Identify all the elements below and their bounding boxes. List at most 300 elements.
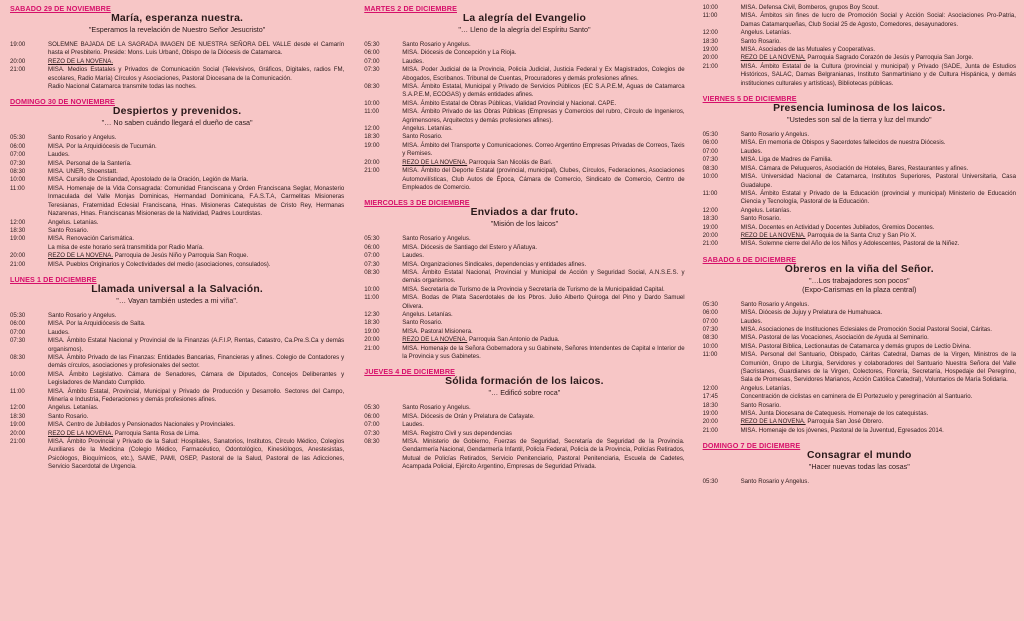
schedule-time: 20:00 [10, 57, 26, 65]
schedule-time: 08:30 [364, 268, 380, 276]
schedule-row [10, 430, 344, 438]
schedule-row [10, 337, 344, 354]
schedule-description: MISA. Ámbito Estatal y Privado de la Educación (provincial y municipal) Ministerio de Educación Ciencia y Tecnología, Pastoral de la Educación. [740, 189, 1016, 206]
schedule-row [703, 207, 1016, 215]
schedule-row [10, 66, 344, 83]
day-subtitle: "Misión de los laicos" [490, 219, 559, 229]
schedule-time: 19:00 [702, 223, 718, 231]
schedule-row [703, 402, 1016, 410]
schedule-time: 20:00 [10, 429, 26, 437]
schedule-description [741, 232, 1016, 240]
novena-label: REZO DE LA NOVENA. [740, 231, 806, 239]
schedule-description: Laudes. [48, 151, 70, 159]
schedule-description: MISA. Ámbito del Deporte Estatal (provincial, municipal), Clubes, Círculos, Federaciones, Asociaciones Automovilísticas, Club Autos de Época, Cámara de Comercio, Sindicato de Comercio, Centro de Empleados de Comercio. [402, 167, 685, 191]
schedule-row [10, 227, 344, 235]
schedule-time: 11:00 [702, 351, 718, 359]
schedule-description: Concentración de ciclistas en caminera de El Portezuelo y peregrinación al Santuario. [740, 393, 973, 401]
day-heading: MIERCOLES 3 DE DICIEMBRE [364, 198, 470, 208]
schedule-time: 11:00 [702, 189, 718, 197]
schedule-description: MISA. Ámbito Estatal, Provincial, Municipal y Privado de Producción y Desarrollo. Sectores del Campo, Minería e Industria, Federaciones y demás profesiones afines. [48, 387, 345, 403]
novena-label: REZO DE LA NOVENA. [402, 158, 468, 166]
novena-label: REZO DE LA NOVENA. [48, 252, 114, 260]
schedule-description: Santo Rosario. [48, 226, 89, 234]
schedule-time: 20:00 [10, 252, 26, 260]
schedule-description: Santo Rosario y Angelus. [740, 131, 810, 139]
novena-parish: Parroquia San José Obrero. [805, 418, 884, 426]
schedule-time: 07:00 [10, 328, 26, 336]
schedule-description: Santo Rosario. [402, 133, 443, 141]
schedule-row [364, 438, 684, 472]
schedule-row [364, 83, 684, 100]
schedule-time: 12:00 [10, 404, 26, 412]
day-heading: VIERNES 5 DE DICIEMBRE [702, 94, 797, 104]
schedule-description: Santo Rosario y Angelus. [402, 235, 471, 243]
schedule-description: MISA. Cursillo de Cristiandad, Apostolado de la Oración, Legión de María. [48, 176, 249, 184]
schedule-time: 18:30 [364, 319, 380, 327]
schedule-row [10, 421, 344, 429]
schedule-time: 12:00 [364, 125, 380, 133]
schedule-description: MISA. Diócesis de Jujuy y Prelatura de Humahuaca. [740, 309, 883, 317]
schedule-description: MISA. Ámbito Estatal Nacional, Provincial y Municipal de Acción y Seguridad Social, A.N.S.E.S. y demás organismos. [402, 268, 685, 285]
schedule-description [402, 159, 684, 167]
schedule-description [741, 418, 1016, 426]
schedule-time: 07:00 [702, 147, 718, 155]
schedule-description: MISA. Registro Civil y sus dependencias [402, 429, 512, 437]
schedule-time: 06:00 [702, 139, 718, 147]
schedule-description: MISA. Centro de Jubilados y Pensionados Nacionales y Provinciales. [48, 421, 235, 429]
schedule-time: 11:00 [10, 184, 25, 192]
schedule-row [10, 438, 344, 472]
schedule-row [703, 343, 1016, 351]
schedule-description: MISA. Asociaciones de Instituciones Eclesiales de Promoción Social Pastoral Social, Cáritas. [740, 325, 992, 333]
novena-label: REZO DE LA NOVENA. [48, 429, 114, 437]
schedule-time: 05:30 [10, 311, 26, 319]
schedule-description [402, 336, 684, 344]
schedule-row [10, 413, 344, 421]
schedule-row [703, 12, 1016, 29]
schedule-time: 21:00 [10, 260, 26, 268]
schedule-time: 08:30 [10, 168, 26, 176]
novena-label: REZO DE LA NOVENA. [48, 57, 114, 65]
schedule-time: 12:30 [364, 310, 380, 318]
schedule-description: Santo Rosario. [740, 401, 781, 409]
novena-parish: Parroquia San Nicolás de Bari. [467, 158, 553, 166]
schedule-row [703, 224, 1016, 232]
schedule-time: 20:00 [364, 158, 380, 166]
schedule-time: 18:30 [702, 37, 718, 45]
schedule-time: 20:00 [702, 418, 718, 426]
schedule-description [741, 54, 1016, 62]
day-heading: MARTES 2 DE DICIEMBRE [364, 4, 457, 13]
schedule-description: Santo Rosario y Angelus. [402, 404, 471, 412]
schedule-time: 08:30 [10, 353, 26, 361]
schedule-row [364, 235, 684, 243]
day-theme: Enviados a dar fruto. [470, 207, 579, 219]
schedule-row [703, 385, 1016, 393]
schedule-row [10, 404, 344, 412]
schedule-description: MISA. Personal de la Santería. [48, 159, 132, 167]
schedule-row [703, 309, 1016, 317]
novena-parish: Parroquia de Jesús Niño y Parroquia San Roque. [113, 252, 249, 260]
day-theme: Despiertos y prevenidos. [112, 106, 242, 118]
schedule-row [10, 176, 344, 184]
day-heading: DOMINGO 7 DE DICIEMBRE [702, 441, 801, 451]
schedule-description: Angelus. Letanías. [402, 310, 453, 318]
schedule-row [703, 165, 1016, 173]
schedule-row [10, 219, 344, 227]
schedule-description: MISA. UNER, Shoenstatt. [48, 168, 118, 176]
schedule-time: 18:30 [10, 226, 26, 234]
schedule-description: Laudes. [740, 147, 763, 155]
schedule-row [10, 354, 344, 371]
day-subtitle: "… Vayan también ustedes a mi viña". [116, 295, 238, 305]
schedule-description: Angelus. Letanías. [740, 206, 792, 214]
schedule-time: 11:00 [364, 108, 380, 116]
schedule-time: 12:00 [702, 384, 718, 392]
schedule-row [703, 54, 1016, 62]
schedule-row [364, 125, 684, 133]
schedule-row [703, 334, 1016, 342]
novena-parish: Parroquia Sagrado Corazón de Jesús y Parroquia San Jorge. [805, 54, 974, 62]
schedule-time: 05:30 [364, 235, 380, 243]
schedule-time: 08:30 [702, 164, 718, 172]
schedule-time: 18:30 [10, 412, 26, 420]
schedule-row [10, 312, 344, 320]
schedule-row [10, 329, 344, 337]
schedule-description: Angelus. Letanías. [48, 404, 99, 412]
schedule-time: 07:00 [702, 317, 718, 325]
schedule-time: 07:30 [10, 337, 26, 345]
schedule-description: MISA. Renovación Carismática. [48, 235, 135, 243]
schedule-row [10, 168, 344, 176]
schedule-description: Laudes. [402, 421, 424, 429]
schedule-description: SOLEMNE BAJADA DE LA SAGRADA IMAGEN DE NUESTRA SEÑORA DEL VALLE desde el Camarín hasta el Presbiterio. Preside: Mons. Luis Urbanč, Obispo de la Diócesis de Catamarca. [48, 41, 345, 57]
schedule-row [364, 41, 684, 49]
schedule-description: MISA. Homenaje de la Vida Consagrada: Comunidad Franciscana y Orden Franciscana Seglar, Monasterio Inmaculada del Valle Monjas Dominicas, Hermandad Dominicana, F.A.S.T.A, Carmelitas Misioneras Teresianas, Fraternidad Eclesial Franciscana, Hnas. Misioneras Catequistas de Cristo Rey, Hermanas Nazarenas, Hnas. Franciscanas Misioneras de la Natividad, Padres Lourdistas. [48, 184, 345, 218]
schedule-row [10, 151, 344, 159]
schedule-time: 07:00 [364, 57, 380, 65]
schedule-row [364, 345, 684, 362]
schedule-description: MISA. Cámara de Peluqueros, Asociación de Hoteles, Bares, Restaurantes y afines. [740, 164, 969, 172]
schedule-time: 10:00 [364, 99, 380, 107]
schedule-time: 07:30 [702, 156, 718, 164]
schedule-time: 18:30 [702, 215, 718, 223]
schedule-description: Angelus. Letanías. [48, 218, 99, 226]
schedule-description: Laudes. [402, 252, 424, 260]
schedule-description [48, 430, 344, 438]
schedule-row [364, 269, 684, 286]
schedule-description: MISA. Ámbito del Transporte y Comunicaciones. Correo Argentino Empresas Privadas de Correos, Taxis y Remises. [402, 141, 685, 158]
schedule-row [10, 58, 344, 66]
day-subtitle: "… No saben cuándo llegará el dueño de casa" [101, 118, 253, 128]
schedule-description: MISA. Poder Judicial de la Provincia, Policía Judicial, Justicia Federal y Ex Magistrados, Colegios de Abogados, Escribanos. Tribunal de Cuentas, Procuradores y demás profesiones afines. [402, 66, 685, 82]
schedule-time: 21:00 [702, 62, 718, 70]
schedule-description: Santo Rosario. [402, 319, 443, 327]
novena-label: REZO DE LA NOVENA. [740, 54, 806, 62]
novena-label: REZO DE LA NOVENA. [740, 418, 806, 426]
schedule-description: MISA. En memoria de Obispos y Sacerdotes fallecidos de nuestra Diócesis. [740, 139, 946, 147]
schedule-description: Santo Rosario y Angelus. [740, 478, 810, 486]
schedule-time [10, 83, 48, 91]
schedule-row [703, 38, 1016, 46]
schedule-description: MISA. Liga de Madres de Familia. [740, 156, 833, 164]
schedule-time: 12:00 [702, 29, 718, 37]
day-heading: LUNES 1 DE DICIEMBRE [10, 274, 97, 284]
schedule-time: 20:00 [702, 231, 718, 239]
schedule-description: Santo Rosario y Angelus. [48, 311, 117, 319]
schedule-time: 10:00 [10, 176, 26, 184]
schedule-description: MISA. Bodas de Plata Sacerdotales de los Pbros. Julio Alberto Quiroga del Pino y Dardo Samuel Olivera. [402, 294, 685, 310]
schedule-time: 05:30 [702, 300, 718, 308]
schedule-description: MISA. Pueblos Originarios y Colectividades del medio (asociaciones, consulados). [48, 260, 271, 268]
day-theme: Consagrar el mundo [806, 450, 912, 462]
schedule-description: Laudes. [740, 317, 763, 325]
schedule-time: 06:00 [10, 320, 26, 328]
schedule-time: 06:00 [702, 309, 718, 317]
schedule-description: MISA. Diócesis de Santiago del Estero y Añatuya. [402, 243, 538, 251]
schedule-row [364, 404, 684, 412]
schedule-description: MISA. Pastoral Misionera. [402, 327, 473, 335]
schedule-time: 05:30 [364, 41, 380, 48]
schedule-time: 10:00 [702, 173, 718, 181]
schedule-description: Laudes. [48, 328, 70, 336]
schedule-row [10, 371, 344, 388]
schedule-row [703, 418, 1016, 426]
schedule-description: Santo Rosario. [740, 215, 781, 223]
schedule-description: MISA. Pastoral Bíblica, Lectionautas de Catamarca y demás grupos de Lectio Divina. [740, 342, 971, 350]
schedule-description [48, 58, 344, 66]
schedule-row [10, 261, 344, 269]
schedule-row [703, 351, 1016, 385]
day-subtitle: "Hacer nuevas todas las cosas" [808, 462, 910, 472]
column-1 [10, 4, 350, 621]
schedule-time: 06:00 [10, 142, 26, 150]
schedule-description: MISA. Ámbito Estatal de Obras Públicas, Vialidad Provincial y Nacional. CAPE. [402, 99, 617, 107]
schedule-row [703, 478, 1016, 486]
schedule-time: 11:00 [10, 387, 25, 395]
schedule-description: MISA. Homenaje de los jóvenes, Pastoral de la Juventud, Egresados 2014. [740, 426, 944, 434]
schedule-time: 07:30 [364, 66, 380, 74]
schedule-description: MISA. Ámbito Legislativo. Cámara de Senadores, Cámara de Diputados, Concejos Deliberantes y Legisladores de Mandato Cumplido. [48, 370, 345, 387]
novena-label: REZO DE LA NOVENA. [402, 336, 468, 344]
schedule-description: La misa de este horario será transmitida por Radio María. [48, 243, 204, 251]
day-subtitle: "… Lleno de la alegría del Espíritu Santo" [458, 25, 591, 34]
schedule-row [703, 63, 1016, 88]
schedule-row [364, 58, 684, 66]
schedule-time: 10:00 [364, 285, 380, 293]
schedule-time: 12:00 [10, 218, 26, 226]
novena-parish: Parroquia Santa Rosa de Lima. [113, 429, 200, 437]
schedule-row [703, 4, 1016, 12]
schedule-time: 10:00 [702, 342, 718, 350]
schedule-description: MISA. Medios Estatales y Privados de Comunicación Social (Televisivos, Gráficos, Digitales, radios FM, escolares, Radio María) Círculos y Asociaciones, Pastoral Diocesana de la Comunicación. [48, 66, 345, 82]
schedule-description: Radio Nacional Catamarca transmite todas las noches. [48, 83, 197, 91]
schedule-description: Santo Rosario. [48, 412, 89, 420]
schedule-description: MISA. Por la Arquidiócesis de Tucumán. [48, 142, 157, 150]
schedule-description: MISA. Homenaje de la Señora Gobernadora y su Gabinete, Señores Intendentes de Capital e Interior de la Provincia y sus Gabinetes. [402, 344, 685, 360]
schedule-description: MISA. Ámbito Estatal Nacional y Provincial de la Finanzas (A.F.I.P, Rentas, Catastro, Ca.Pre.S.Ca y demás organismos). [48, 337, 345, 353]
schedule-time: 20:00 [364, 336, 380, 344]
schedule-time: 07:30 [702, 325, 718, 333]
schedule-time: 21:00 [10, 66, 26, 74]
day-theme: Obreros en la viña del Señor. [784, 263, 934, 275]
day-subtitle: "Esperamos la revelación de Nuestro Señor Jesucristo" [88, 25, 266, 34]
schedule-row [10, 252, 344, 260]
schedule-row [364, 133, 684, 141]
schedule-time: 05:30 [364, 404, 380, 412]
schedule-row [703, 232, 1016, 240]
schedule-row [364, 328, 684, 336]
schedule-row [703, 393, 1016, 401]
schedule-row [703, 427, 1016, 435]
schedule-row [703, 301, 1016, 309]
schedule-row [364, 167, 684, 192]
schedule-description: MISA. Secretaría de Turismo de la Provincia y Secretaría de Turismo de la Municipalidad Capital. [402, 285, 665, 293]
schedule-description: MISA. Ámbito Provincial y Privado de la Salud: Hospitales, Sanatorios, Institutos, Círculo Médico, Colegios Auxiliares de la Medicina (Colegio Médico, Farmacéutico, Odontológico, Kinesiólogos, Anestesistas, Psicólogos, Bioquímicos, etc.), SAME, PAMI, OSEP, Pastoral de la Salud, Pastoral de las Adicciones, Servicio Sacerdotal de Urgencia. [48, 438, 345, 471]
schedule-description [48, 252, 344, 260]
schedule-row [10, 134, 344, 142]
schedule-row [364, 286, 684, 294]
schedule-description: MISA. Ámbito Estatal, Municipal y Privado de Servicios Públicos (EC S.A.P.E.M, Aguas de Catamarca S.A.P.E.M, ECOGAS) y demás entidades afines. [402, 83, 685, 99]
schedule-time: 11:00 [702, 12, 718, 20]
schedule-row [703, 173, 1016, 190]
schedule-time: 06:00 [364, 49, 380, 57]
schedule-row [364, 66, 684, 83]
schedule-description: MISA. Personal del Santuario, Obispado, Cáritas Catedral, Damas de la Virgen, Ministros de la Comunión, Grupo de Liturgia, Servidores y colaboradores del Santuario Nuestra Señora del Valle (Sacristanes, Guardianes de la Virgen, Colectores, Florería, Secretaría, Hospedaje del Peregrino, Sala de Promesas, Servidores Marianos, Acción Católica Catedral), Voluntarios de María Solidaria. [740, 351, 1016, 384]
schedule-row [364, 108, 684, 125]
schedule-row [364, 159, 684, 167]
schedule-row [703, 148, 1016, 156]
schedule-row [364, 421, 684, 429]
day-theme: María, esperanza nuestra. [111, 13, 244, 24]
schedule-time: 20:00 [702, 54, 718, 62]
schedule-time: 12:00 [702, 206, 718, 214]
schedule-row [364, 311, 684, 319]
schedule-time: 21:00 [364, 344, 380, 352]
column-2 [350, 4, 690, 621]
schedule-row [703, 29, 1016, 37]
schedule-description: Santo Rosario y Angelus. [402, 41, 471, 48]
schedule-row [364, 430, 684, 438]
schedule-row [364, 336, 684, 344]
schedule-row [10, 388, 344, 405]
day-heading: JUEVES 4 DE DICIEMBRE [364, 367, 456, 377]
schedule-time: 07:30 [10, 159, 26, 167]
schedule-row [703, 139, 1016, 147]
column-3 [691, 4, 1016, 621]
schedule-row [10, 185, 344, 219]
schedule-time: 08:30 [364, 83, 380, 91]
schedule-time: 07:00 [364, 252, 380, 260]
schedule-description: Laudes. [402, 57, 424, 65]
schedule-row [10, 143, 344, 151]
schedule-row [364, 294, 684, 311]
schedule-time: 06:00 [364, 412, 380, 420]
schedule-description: MISA. Ámbito Estatal de la Cultura (provincial y municipal) y Privado (SADE, Junta de Estudios Históricos, SALAC, Damas Belgranianas, Instituto Sanmartiniano y de Cultura Hispánica, y demás instituciones culturales y artísticas), Bibliotecas públicas. [740, 62, 1016, 87]
schedule-row [364, 261, 684, 269]
day-heading: SABADO 6 DE DICIEMBRE [702, 254, 797, 264]
schedule-description: MISA. Ámbito Privado de las Finanzas: Entidades Bancarias, Financieras y afines. Colegio de Contadores y demás círculos, asociaciones y profesionales del sector. [48, 353, 345, 370]
schedule-description: MISA. Junta Diocesana de Catequesis. Homenaje de los catequistas. [740, 410, 929, 418]
novena-parish: Parroquia de la Santa Cruz y San Pío X. [805, 231, 917, 239]
novena-parish: Parroquia San Antonio de Padua. [467, 336, 560, 344]
schedule-row [10, 41, 344, 58]
schedule-row [703, 131, 1016, 139]
schedule-time: 19:00 [364, 141, 380, 149]
day-theme: Sólida formación de los laicos. [445, 376, 604, 388]
schedule-row [10, 235, 344, 243]
schedule-row [364, 100, 684, 108]
schedule-description: MISA. Ministerio de Gobierno, Fuerzas de Seguridad, Secretaría de Seguridad de la Provincia. Gendarmería Nacional, Gendarmería Infantil, Policía Federal, Policía de la Provincia, Policías Retirados, Mutual de Policías Retirados, Servicio Penitenciario, Pastoral Penitenciaria, Escuela de Cadetes, Acampada Policial, Ejército Argentino, Empresas de Seguridad Privada. [402, 438, 685, 471]
schedule-description: Angelus. Letanías. [402, 125, 453, 133]
schedule-row [703, 190, 1016, 207]
schedule-time: 08:30 [702, 334, 718, 342]
day-subtitle: "…Los trabajadores son pocos" [809, 275, 910, 285]
schedule-description: MISA. Diócesis de Orán y Prelatura de Cafayate. [402, 412, 535, 420]
schedule-row [10, 160, 344, 168]
schedule-description: MISA. Solemne cierre del Año de los Niños y Adolescentes, Pastoral de la Niñez. [740, 240, 960, 248]
day-heading: DOMINGO 30 DE NOVIEMBRE [10, 97, 115, 107]
schedule-description: MISA. Organizaciones Sindicales, dependencias y entidades afines. [402, 260, 587, 268]
schedule-description: MISA. Asociades de las Mutuales y Cooperativas. [740, 46, 876, 54]
schedule-row [10, 244, 344, 252]
schedule-description: MISA. Docentes en Actividad y Docentes Jubilados, Gremios Docentes. [740, 223, 935, 231]
schedule-time: 21:00 [702, 240, 718, 248]
schedule-row [703, 318, 1016, 326]
schedule-time: 10:00 [702, 4, 718, 11]
schedule-time: 19:00 [702, 410, 718, 418]
schedule-row [364, 49, 684, 57]
schedule-row [703, 46, 1016, 54]
schedule-time: 18:30 [702, 401, 718, 409]
schedule-time: 07:30 [364, 429, 380, 437]
schedule-row [703, 215, 1016, 223]
schedule-row [703, 326, 1016, 334]
day-theme: La alegría del Evangelio [462, 13, 586, 24]
schedule-row [364, 142, 684, 159]
schedule-time: 17:45 [702, 393, 718, 401]
schedule-time: 10:00 [10, 370, 26, 378]
schedule-description: MISA. Defensa Civil, Bomberos, grupos Boy Scout. [740, 4, 880, 11]
schedule-description: Santo Rosario. [740, 37, 781, 45]
schedule-row [703, 156, 1016, 164]
day-heading: SABADO 29 DE NOVIEMBRE [10, 4, 111, 13]
schedule-time: 21:00 [364, 167, 380, 175]
schedule-row [703, 240, 1016, 248]
schedule-description: MISA. Ámbitos sin fines de lucro de Promoción Social y Acción Social: Asociaciones Pro-Patria, Damas Catamarqueñas, Club Social 25 de Agosto, Comedores, desayunadores. [740, 12, 1016, 28]
schedule-time: 21:00 [702, 426, 718, 434]
schedule-description: MISA. Universidad Nacional de Catamarca, Institutos Superiores, Pastoral Universitaria, Casa Guadalupe. [740, 173, 1016, 189]
schedule-description: Angelus. Letanías. [740, 384, 792, 392]
schedule-time: 07:00 [364, 421, 380, 429]
schedule-time: 11:00 [364, 294, 380, 302]
day-theme: Presencia luminosa de los laicos. [773, 103, 946, 115]
schedule-time: 19:00 [10, 41, 26, 48]
schedule-time: 08:30 [364, 438, 380, 446]
schedule-description: MISA. Por la Arquidiócesis de Salta. [48, 320, 146, 328]
schedule-row [703, 410, 1016, 418]
schedule-time: 06:00 [364, 243, 380, 251]
schedule-description: Santo Rosario y Angelus. [740, 300, 810, 308]
schedule-time: 05:30 [702, 131, 718, 139]
schedule-description: MISA. Diócesis de Concepción y La Rioja. [402, 49, 517, 57]
day-subtitle: "… Edificó sobre roca" [488, 388, 561, 398]
schedule-row [364, 319, 684, 327]
schedule-time: 19:00 [364, 327, 380, 335]
schedule-description: Angelus. Letanías. [740, 29, 792, 37]
schedule-time: 19:00 [702, 46, 718, 54]
schedule-row [10, 83, 344, 91]
